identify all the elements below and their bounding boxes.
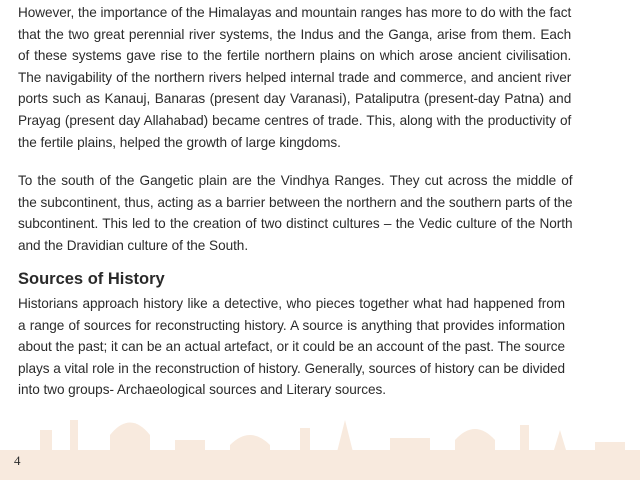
- text-line: To the south of the Gangetic plain are the Vindhya Ranges. They cut across the middle of: [18, 173, 573, 188]
- text-line: a range of sources for reconstructing history. A source is anything that provides information: [18, 317, 565, 333]
- text-line: Historians approach history like a detective, who pieces together what had happened from: [18, 296, 565, 311]
- text-line: The navigability of the northern rivers helped internal trade and commerce, and ancient river: [18, 69, 572, 85]
- footer-skyline-illustration: [0, 390, 640, 480]
- page-number: 4: [14, 453, 21, 468]
- text-line: of these systems gave rise to the fertile northern plains on which arose ancient civilisation.: [18, 48, 572, 64]
- text-line: the subcontinent, thus, acting as a barrier between the northern and the southern parts of the: [18, 194, 573, 210]
- text-line: into two groups- Archaeological sources and Literary sources.: [18, 382, 386, 398]
- paragraph-sources: [18, 293, 565, 401]
- text-line: However, the importance of the Himalayas and mountain ranges has more to do with the fact: [18, 5, 572, 20]
- section-heading: Sources of History: [18, 270, 165, 288]
- paragraph-himalayas: [18, 2, 571, 153]
- text-line: the fertile plains, helped the growth of large kingdoms.: [18, 134, 341, 150]
- text-line: about the past; it can be an actual artefact, or it could be an account of the past. The source: [18, 339, 565, 355]
- text-line: Prayag (present day Allahabad) became centres of trade. This, along with the productivity of: [18, 112, 572, 128]
- text-line: that the two great perennial river systems, the Indus and the Ganga, arise from them. Each: [18, 26, 572, 42]
- text-line: ports such as Kanauj, Banaras (present day Varanasi), Pataliputra (present-day Patna) and: [18, 91, 572, 107]
- text-line: plays a vital role in the reconstruction of history. Generally, sources of history can be divided: [18, 360, 565, 376]
- paragraph-vindhya: [18, 170, 573, 256]
- text-line: and the Dravidian culture of the South.: [18, 237, 249, 253]
- text-line: subcontinent. This led to the creation of two distinct cultures – the Vedic culture of the North: [18, 216, 573, 232]
